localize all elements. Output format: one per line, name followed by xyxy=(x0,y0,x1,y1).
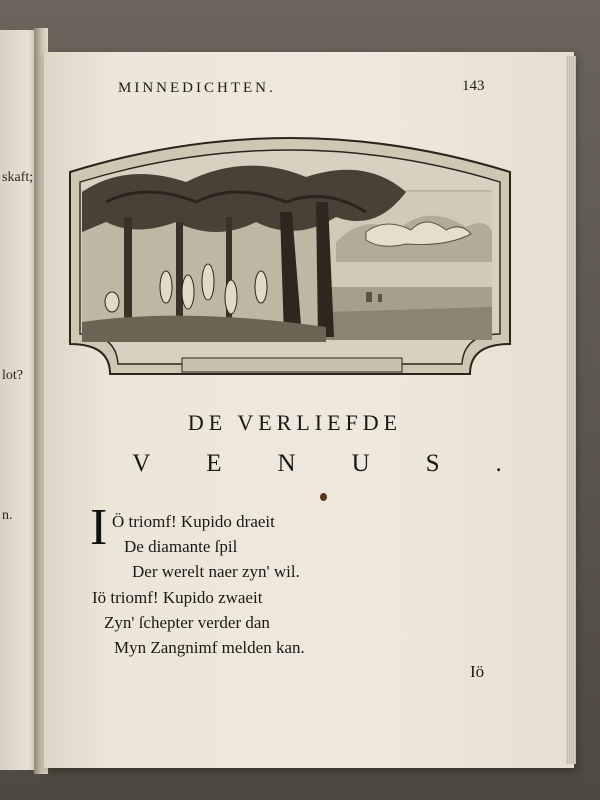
left-page-fragment: n. xyxy=(2,508,13,523)
running-header: MINNEDICHTEN. xyxy=(118,80,276,96)
poem-title-line1: DE VERLIEFDE xyxy=(187,410,403,435)
verse-line: Iö triomf! Kupido zwaeit xyxy=(92,588,263,607)
verse-line: Myn Zangnimf melden kan. xyxy=(114,638,305,657)
drop-cap: I xyxy=(90,499,108,556)
poem-title-line2: VENUS. xyxy=(132,450,558,477)
engraving-illustration xyxy=(66,122,514,390)
verse-line: De diamante ſpil xyxy=(124,537,238,556)
verse-line: Der werelt naer zyn' wil. xyxy=(132,562,300,581)
ink-spot xyxy=(320,493,327,501)
page-number: 143 xyxy=(462,78,485,94)
left-page-fragment: lot? xyxy=(2,368,23,383)
catchword: Iö xyxy=(470,662,485,681)
verse-line: Ö triomf! Kupido draeit xyxy=(112,512,275,531)
left-page-fragment: skaft; xyxy=(2,170,34,185)
verse-line: Zyn' ſchepter verder dan xyxy=(104,613,270,632)
page-edges xyxy=(566,56,576,764)
